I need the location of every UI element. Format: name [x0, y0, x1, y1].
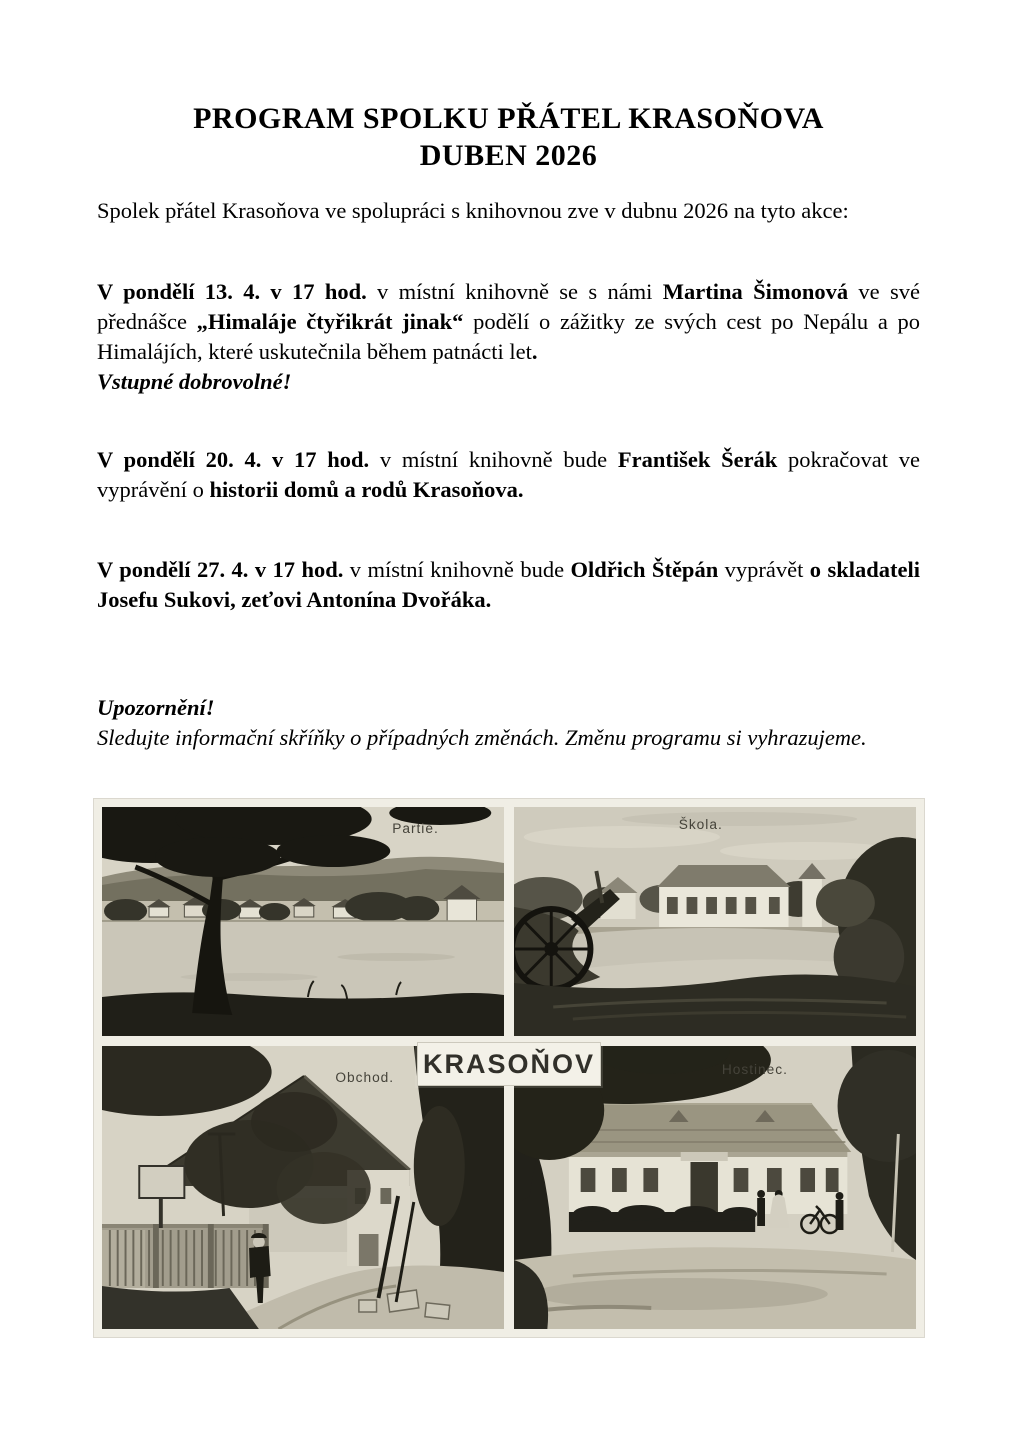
- photo-hostinec: [514, 1046, 916, 1329]
- lake: [102, 921, 504, 1003]
- postcard-collage: [93, 798, 925, 1338]
- photo-label-partie: Partie.: [392, 819, 439, 837]
- event-block-1: [97, 277, 920, 397]
- photo-skola: [514, 807, 916, 1036]
- photo-skola-scene: [514, 807, 916, 1036]
- photo-partie-scene: [102, 807, 504, 1036]
- sign-board: [139, 1166, 184, 1198]
- notice-block: [97, 693, 920, 753]
- intro-paragraph: Spolek přátel Krasoňova ve spolupráci s knihovnou zve v dubnu 2026 na tyto akce:: [97, 198, 849, 223]
- event-3-text: V pondělí 27. 4. v 17 hod. v místní knihovně bude Oldřich Štěpán vyprávět o skladateli Josefu Sukovi, zeťovi Antonína Dvořáka.: [97, 557, 920, 612]
- photo-hostinec-scene: [514, 1046, 916, 1329]
- photo-obchod: [102, 1046, 504, 1329]
- foreground-bank: [102, 992, 504, 1036]
- notice-body: Sledujte informační skříňky o případných změnách. Změnu programu si vyhrazujeme.: [97, 725, 867, 750]
- event-block-2: [97, 445, 920, 505]
- document-title: [97, 100, 920, 174]
- photo-obchod-scene: [102, 1046, 504, 1329]
- event-1-text: V pondělí 13. 4. v 17 hod. v místní knihovně se s námi Martina Šimonová ve své přednášce „Himaláje čtyřikrát jinak“ podělí o zážitky ze svých cest po Nepálu a po Himalájích, které uskutečnila během patnácti let.: [97, 279, 921, 364]
- krasonov-banner: KRASOŇOV: [417, 1042, 601, 1086]
- event-2-text: V pondělí 20. 4. v 17 hod. v místní knihovně bude František Šerák pokračovat ve vyprávění o historii domů a rodů Krasoňova.: [97, 447, 920, 502]
- event-block-3: [97, 555, 920, 615]
- photo-label-obchod: Obchod.: [335, 1068, 395, 1086]
- title-line-1: PROGRAM SPOLKU PŘÁTEL KRASOŇOVA: [193, 102, 824, 135]
- title-line-2: DUBEN 2026: [419, 139, 598, 172]
- photo-partie: [102, 807, 504, 1036]
- photo-label-skola: Škola.: [678, 815, 723, 833]
- photo-label-hostinec: Hostinec.: [721, 1060, 788, 1078]
- document-content: [97, 0, 920, 1338]
- notice-heading: Upozornění!: [97, 695, 215, 720]
- event-1-note: Vstupné dobrovolné!: [97, 369, 292, 394]
